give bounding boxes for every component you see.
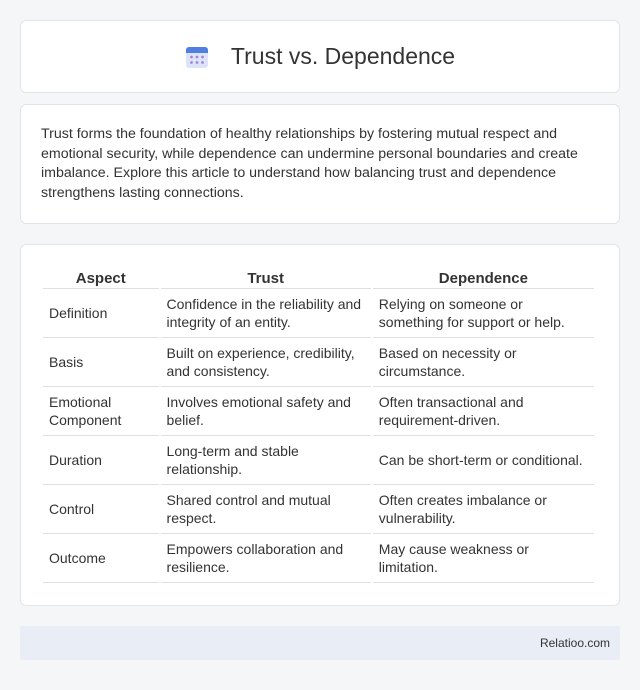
- page-title: Trust vs. Dependence: [230, 43, 456, 69]
- header-aspect: Aspect: [43, 265, 159, 289]
- trust-cell: Confidence in the reliability and integrity of an entity.: [161, 289, 371, 338]
- intro-card: [20, 104, 620, 224]
- header: [185, 43, 455, 70]
- comparison-table-card: [20, 244, 620, 606]
- trust-cell: Shared control and mutual respect.: [161, 485, 371, 534]
- aspect-cell: Emotional Component: [43, 387, 159, 436]
- trust-cell: Long-term and stable relationship.: [161, 436, 371, 485]
- table-row: [43, 387, 594, 436]
- aspect-cell: Outcome: [43, 534, 159, 583]
- comparison-table: [41, 265, 596, 583]
- intro-paragraph: Trust forms the foundation of healthy relationships by fostering mutual respect and emotional security, while dependence can undermine personal boundaries and create imbalance. Explore this article to understand how balancing trust and dependence strengthens lasting connections.: [41, 126, 578, 201]
- footer: [20, 626, 620, 660]
- dependence-cell: Often creates imbalance or vulnerability.: [373, 485, 594, 534]
- dependence-cell: Relying on someone or something for support or help.: [373, 289, 594, 338]
- table-header-row: [43, 265, 594, 289]
- header-trust: Trust: [161, 265, 371, 289]
- trust-cell: Built on experience, credibility, and consistency.: [161, 338, 371, 387]
- header-card: [20, 20, 620, 93]
- table-row: [43, 338, 594, 387]
- aspect-cell: Basis: [43, 338, 159, 387]
- dependence-cell: Based on necessity or circumstance.: [373, 338, 594, 387]
- aspect-cell: Control: [43, 485, 159, 534]
- table-row: [43, 534, 594, 583]
- trust-cell: Empowers collaboration and resilience.: [161, 534, 371, 583]
- footer-site-name: Relatioo.com: [539, 636, 610, 650]
- calendar-icon: [185, 45, 209, 69]
- aspect-cell: Definition: [43, 289, 159, 338]
- dependence-cell: Often transactional and requirement-driven.: [373, 387, 594, 436]
- aspect-cell: Duration: [43, 436, 159, 485]
- table-row: [43, 289, 594, 338]
- header-dependence: Dependence: [373, 265, 594, 289]
- dependence-cell: Can be short-term or conditional.: [373, 436, 594, 485]
- trust-cell: Involves emotional safety and belief.: [161, 387, 371, 436]
- table-row: [43, 485, 594, 534]
- table-row: [43, 436, 594, 485]
- dependence-cell: May cause weakness or limitation.: [373, 534, 594, 583]
